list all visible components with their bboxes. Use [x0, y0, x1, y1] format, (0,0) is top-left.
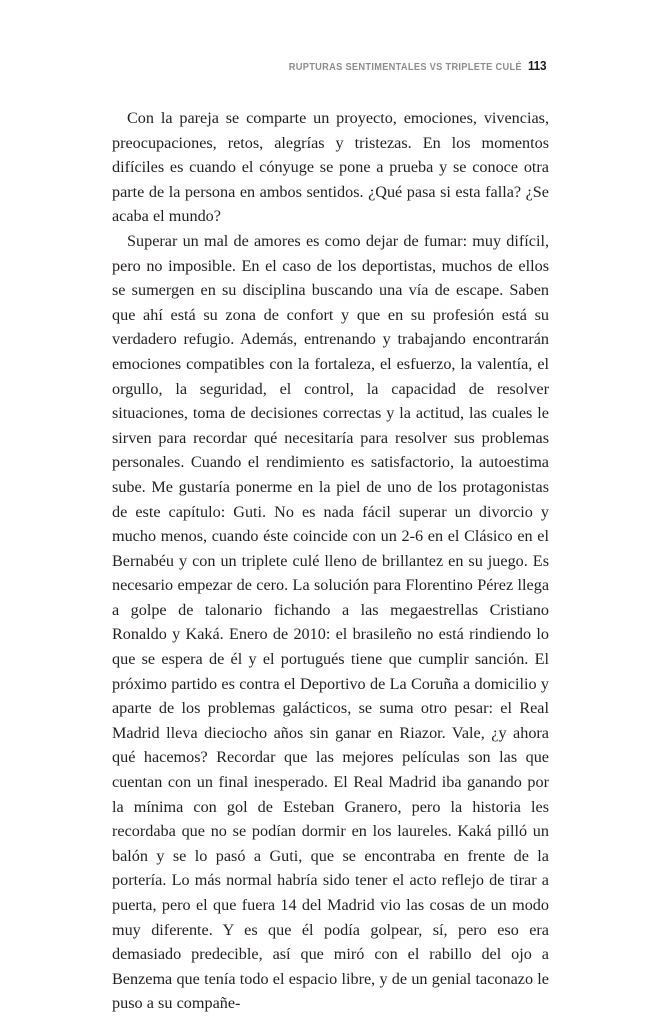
body-text-block	[112, 106, 549, 1016]
paragraph: Superar un mal de amores es como dejar de fumar: muy difícil, pero no imposible. En el caso de los deportistas, muchos de ellos se sumergen en su disciplina buscando una vía de escape. Saben que ahí está su zona de confort y que en su profesión está su verdadero refugio. Además, entrenando y trabajando encontrarán emociones compatibles con la fortaleza, el esfuerzo, la valentía, el orgullo, la seguridad, el control, la capacidad de resolver situaciones, toma de decisiones correctas y la actitud, las cuales le sirven para recordar qué necesitaría para resolver sus problemas personales. Cuando el rendimiento es satisfactorio, la autoestima sube. Me gustaría ponerme en la piel de uno de los protagonistas de este capítulo: Guti. No es nada fácil superar un divorcio y mucho menos, cuando éste coincide con un 2-6 en el Clásico en el Bernabéu y con un triplete culé lleno de brillantez en su juego. Es necesario empezar de cero. La solución para Florentino Pérez llega a golpe de talonario fichando a las megaestrellas Cristiano Ronaldo y Kaká. Enero de 2010: el brasileño no está rindiendo lo que se espera de él y el portugués tiene que cumplir sanción. El próximo partido es contra el Deportivo de La Coruña a domicilio y aparte de los problemas galácticos, se suma otro pesar: el Real Madrid lleva dieciocho años sin ganar en Riazor. Vale, ¿y ahora qué hacemos? Recordar que las mejores películas son las que cuentan con un final inesperado. El Real Madrid iba ganando por la mínima con gol de Esteban Granero, pero la historia les recordaba que no se podían dormir en los laureles. Kaká pilló un balón y se lo pasó a Guti, que se encontraba en frente de la portería. Lo más normal habría sido tener el acto reflejo de tirar a puerta, pero el que fuera 14 del Madrid vio las cosas de un modo muy diferente. Y es que él podía golpear, sí, pero eso era demasiado predecible, así que miró con el rabillo del ojo a Benzema que tenía todo el espacio libre, y de un genial taconazo le puso a su compañe-	[112, 231, 549, 1013]
paragraph: Con la pareja se comparte un proyecto, emociones, vivencias, preocupaciones, retos, alegrías y tristezas. En los momentos difíciles es cuando el cónyuge se pone a prueba y se conoce otra parte de la persona en ambos sentidos. ¿Qué pasa si esta falla? ¿Se acaba el mundo?	[112, 109, 549, 226]
running-head	[112, 58, 548, 74]
page-number: 113	[527, 58, 546, 73]
running-head-title: RUPTURAS SENTIMENTALES VS TRIPLETE CULÉ	[288, 61, 522, 73]
